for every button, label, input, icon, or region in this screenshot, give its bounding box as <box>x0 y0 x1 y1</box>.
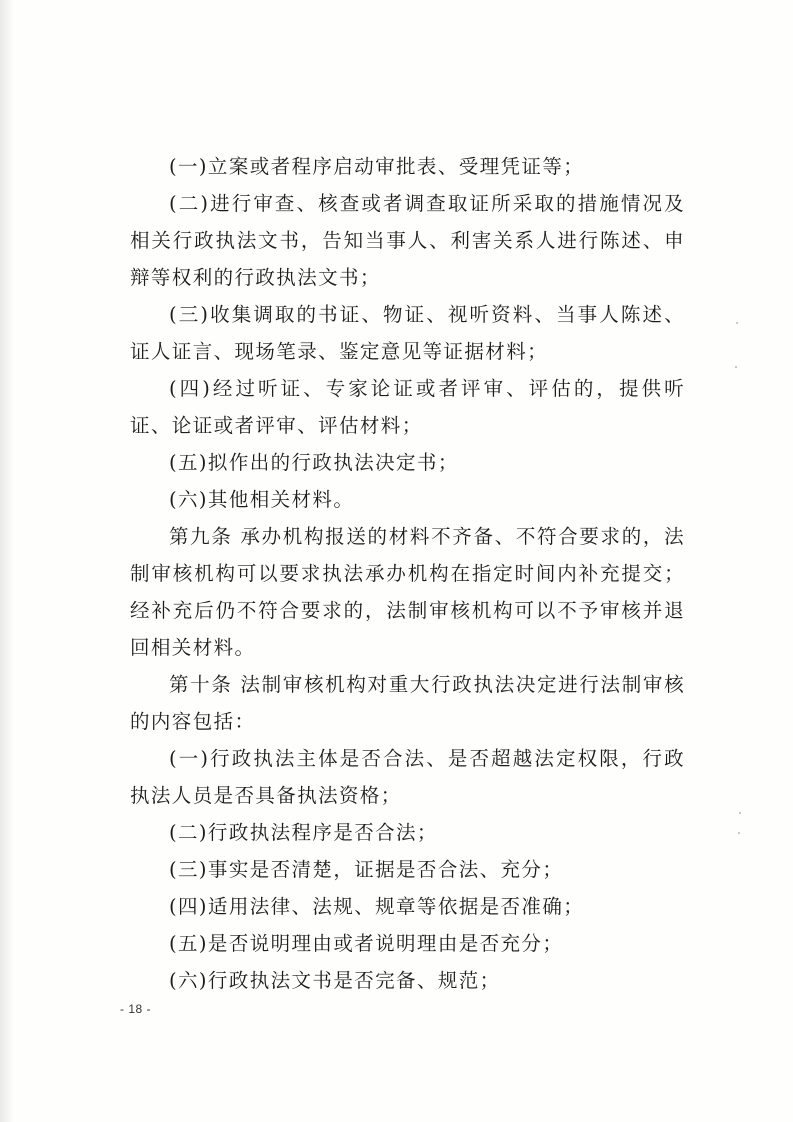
paragraph-item-4-materials: (四)经过听证、专家论证或者评审、评估的，提供听证、论证或者评审、评估材料； <box>130 377 685 437</box>
paragraph-item-5-materials: (五)拟作出的行政执法决定书； <box>169 451 459 474</box>
paragraph-item-1-review: (一)行政执法主体是否合法、是否超越法定权限，行政执法人员是否具备执法资格； <box>130 747 685 807</box>
paragraph-item-3-review: (三)事实是否清楚，证据是否合法、充分； <box>169 858 564 881</box>
page-number: - 18 - <box>120 1002 152 1016</box>
paragraph-item-2-review: (二)行政执法程序是否合法； <box>169 821 438 844</box>
scan-speck <box>739 812 741 814</box>
document-body <box>130 148 685 999</box>
paragraph-item-2-materials: (二)进行审查、核查或者调查取证所采取的措施情况及相关行政执法文书，告知当事人、利害关系人进行陈述、申辩等权利的行政执法文书； <box>130 192 685 289</box>
scan-edge-shadow <box>0 0 14 1122</box>
scan-speck <box>736 322 738 324</box>
paragraph-item-4-review: (四)适用法律、法规、规章等依据是否准确； <box>169 895 585 918</box>
paragraph-article-10: 第十条 法制审核机构对重大行政执法决定进行法制审核的内容包括： <box>130 673 685 733</box>
paragraph-article-9: 第九条 承办机构报送的材料不齐备、不符合要求的，法制审核机构可以要求执法承办机构在指定时间内补充提交；经补充后仍不符合要求的，法制审核机构可以不予审核并退回相关材料。 <box>130 525 685 659</box>
paragraph-item-6-review: (六)行政执法文书是否完备、规范； <box>169 969 501 992</box>
paragraph-item-6-materials: (六)其他相关材料。 <box>169 488 355 511</box>
paragraph-item-1-materials: (一)立案或者程序启动审批表、受理凭证等； <box>169 155 585 178</box>
scan-speck <box>738 832 740 834</box>
scan-speck <box>735 366 737 368</box>
paragraph-item-5-review: (五)是否说明理由或者说明理由是否充分； <box>169 932 564 955</box>
paragraph-item-3-materials: (三)收集调取的书证、物证、视听资料、当事人陈述、证人证言、现场笔录、鉴定意见等证据材料； <box>130 303 685 363</box>
